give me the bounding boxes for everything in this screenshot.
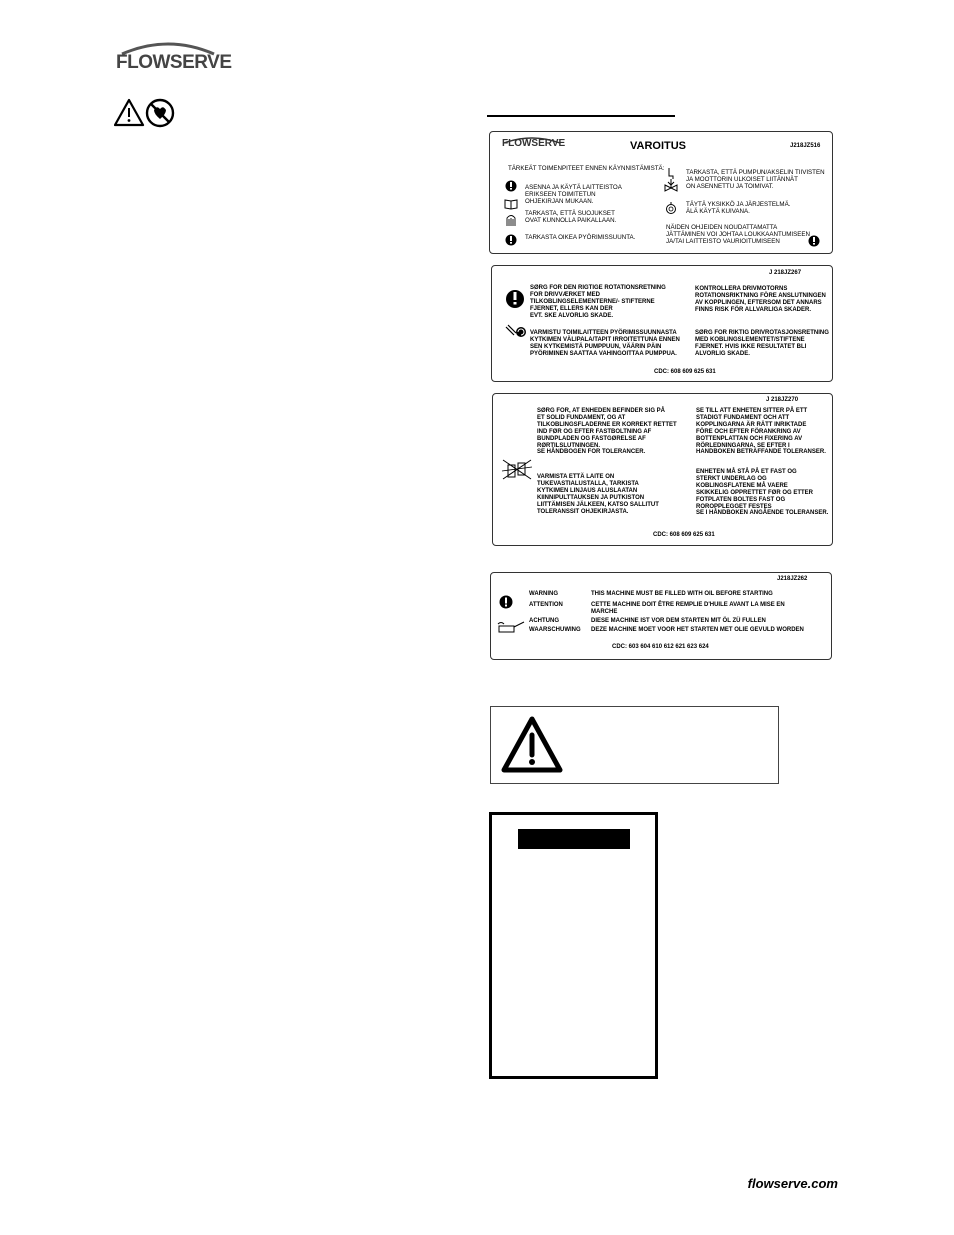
oil-can-icon (496, 618, 526, 634)
fill-icon (667, 202, 676, 214)
text-danish: SØRG FOR DEN RIGTIGE ROTATIONSRETNING FOR DRIVVÆRKET MED TILKOBLINGSELEMENTERNE/- STIFTERNE FJERNET, ELLERS KAN DER EVT. SKE ALVORLIG SKADE. (530, 285, 666, 319)
oil-fill-label (490, 572, 832, 660)
label-intro: TÄRKEÄT TOIMENPITEET ENNEN KÄYNNISTÄMISTÄ: (508, 165, 665, 172)
label-code: J218JZ262 (777, 576, 808, 582)
exclamation-icon (504, 288, 526, 310)
manual-book-icon (505, 200, 517, 209)
warning-triangle-icon (115, 100, 143, 125)
text-norwegian: ENHETEN MÅ STÅ PÅ ET FAST OG STERKT UNDERLAG OG KOBLINGSFLATENE MÅ VAERE SKIKKELIG OPPRETTET FØR OG ETTER FOTPLATEN BOLTES FAST OG ROROPPLEGGET FESTES SE I HÅNDBOKEN ANGÅENDE TOLERANSER. (696, 469, 829, 517)
blank-label-frame (489, 812, 658, 1079)
exclamation-icon (506, 235, 517, 246)
warning-word-fr: ATTENTION (529, 602, 563, 608)
warning-text-en: THIS MACHINE MUST BE FILLED WITH OIL BEFORE STARTING (591, 591, 773, 597)
warning-word-nl: WAARSCHUWING (529, 627, 581, 633)
no-pacemaker-icon (147, 100, 173, 126)
seal-connection-icon (668, 168, 674, 185)
text-danish: SØRG FOR, AT ENHEDEN BEFINDER SIG PÅ ET SOLID FUNDAMENT, OG AT TILKOBLINGSFLADERNE ER KORREKT RETTET IND FØR OG EFTER FASTBOLTNING AF BUNDPLADEN OG FASTGØRELSE AF RØRTILSLUTNINGEN. SE HÅNDBOGEN FOR TOLERANCER. (537, 408, 677, 456)
label-brand: FLOWSERVE (502, 138, 566, 149)
right-text-3: NÄIDEN OHJEIDEN NOUDATTAMATTA JÄTTÄMINEN VOI JOHTAA LOUKKAANTUMISEEN JA/TAI LAITTEISTO VAURIOITUMISEEN (666, 224, 810, 246)
no-misalignment-icon (500, 457, 534, 483)
warning-text-de: DIESE MACHINE IST VOR DEM STARTEN MIT ÖL ZÜ FULLEN (591, 618, 766, 624)
warning-word-en: WARNING (529, 591, 558, 597)
text-finnish: VARMISTA ETTÄ LAITE ON TUKEVASTIALUSTALLA, TARKISTA KYTKIMEN LINJAUS ALUSLAATAN KIINNIPULTTAUKSEN JA PUTKISTON LIITTÄMISEN JÄLKEEN, KATSO SALLITUT TOLERANSSIT OHJEKIRJASTA. (537, 474, 659, 515)
label-cdc: CDC: 608 609 625 631 (654, 369, 716, 375)
warning-word-de: ACHTUNG (529, 618, 559, 624)
rotation-label (491, 265, 833, 382)
section-rule (487, 115, 675, 117)
exclamation-icon (498, 594, 514, 610)
label-title: VAROITUS (630, 140, 687, 152)
warning-text-fr: CETTE MACHINE DOIT ÊTRE REMPLIE D'HUILE AVANT LA MISE EN MARCHE (591, 602, 785, 615)
exclamation-icon (807, 234, 821, 248)
text-norwegian: SØRG FOR RIKTIG DRIVROTASJONSRETNING MED KOBLINGSLEMENTET/STIFTENE FJERNET. HVIS IKKE RESULTATET BLI ALVORLIG SKADE. (695, 330, 829, 357)
text-swedish: SE TILL ATT ENHETEN SITTER PÅ ETT STADIGT FUNDAMENT OCH ATT KOPPLINGARNA ÄR RÄTT INRIKTADE FÖRE OCH EFTER FÖRANKRING AV BOTTENPLATTAN OCH FIXERING AV RÖRLEDNINGARNA. SE EFTER I HANDBOKEN BETRÄFFANDE TOLERANSER. (696, 408, 826, 456)
left-text-3: TARKASTA, ETTÄ SUOJUKSET OVAT KUNNOLLA PAIKALLAAN. (525, 210, 617, 225)
label-cdc: CDC: 603 604 610 612 621 623 624 (612, 644, 709, 650)
varoitus-label (489, 131, 833, 254)
footer-website[interactable]: flowserve.com (747, 1176, 838, 1191)
label-code: J 218JZ267 (769, 270, 802, 276)
warning-triangle-icon (500, 715, 564, 775)
left-text-1: ASENNA JA KÄYTÄ LAITTEISTOA ERIKSEEN TOIMITETUN (525, 184, 622, 199)
flowserve-logo (116, 40, 232, 82)
left-text-2: OHJEKIRJAN MUKAAN. (525, 198, 594, 205)
valve-icon (665, 183, 677, 191)
text-swedish: KONTROLLERA DRIVMOTORNS ROTATIONSRIKTNING FÖRE ANSLUTNINGEN AV KOPPLINGEN, EFTERSOM DET ANNARS FINNS RISK FÖR ALLVARLIGA SKADER. (695, 286, 826, 313)
label-cdc: CDC: 608 609 625 631 (653, 532, 715, 538)
logo-text: FLOWSERVE (116, 52, 232, 73)
left-text-4: TARKASTA OIKEA PYÖRIMISSUUNTA. (525, 234, 636, 241)
warning-text-nl: DEZE MACHINE MOET VOOR HET STARTEN MET OLIE GEVULD WORDEN (591, 627, 804, 633)
exclamation-icon (506, 181, 517, 192)
text-finnish: VARMISTU TOIMILAITTEEN PYÖRIMISSUUNNASTA KYTKIMEN VÄLIPALA/TAPIT IRROITETTUNA ENNEN SEN KYTKEMISTÄ PUMPPUUN, VÄÄRIN PÄIN PYÖRIMINEN SAATTAA VAHINGOITTAA PUMPPUA. (530, 330, 680, 357)
coupling-rotation-icon (504, 323, 528, 339)
label-header-bar (518, 829, 630, 849)
guard-icon (507, 216, 515, 227)
warning-symbol-box (490, 706, 779, 784)
foundation-label (492, 393, 833, 546)
right-text-2: TÄYTÄ YKSIKKÖ JA JÄRJESTELMÄ. ÄLÄ KÄYTÄ KUIVANA. (686, 201, 791, 216)
label-code: J 218JZ270 (766, 397, 799, 403)
right-text-1: TARKASTA, ETTÄ PUMPUN/AKSELIN TIIVISTEN JA MOOTTORIN ULKOISET LIITÄNNÄT ON ASENNETTU JA TOIMIVAT. (686, 169, 825, 191)
label-code: J218JZ516 (790, 143, 821, 149)
header-safety-icons (114, 98, 176, 128)
